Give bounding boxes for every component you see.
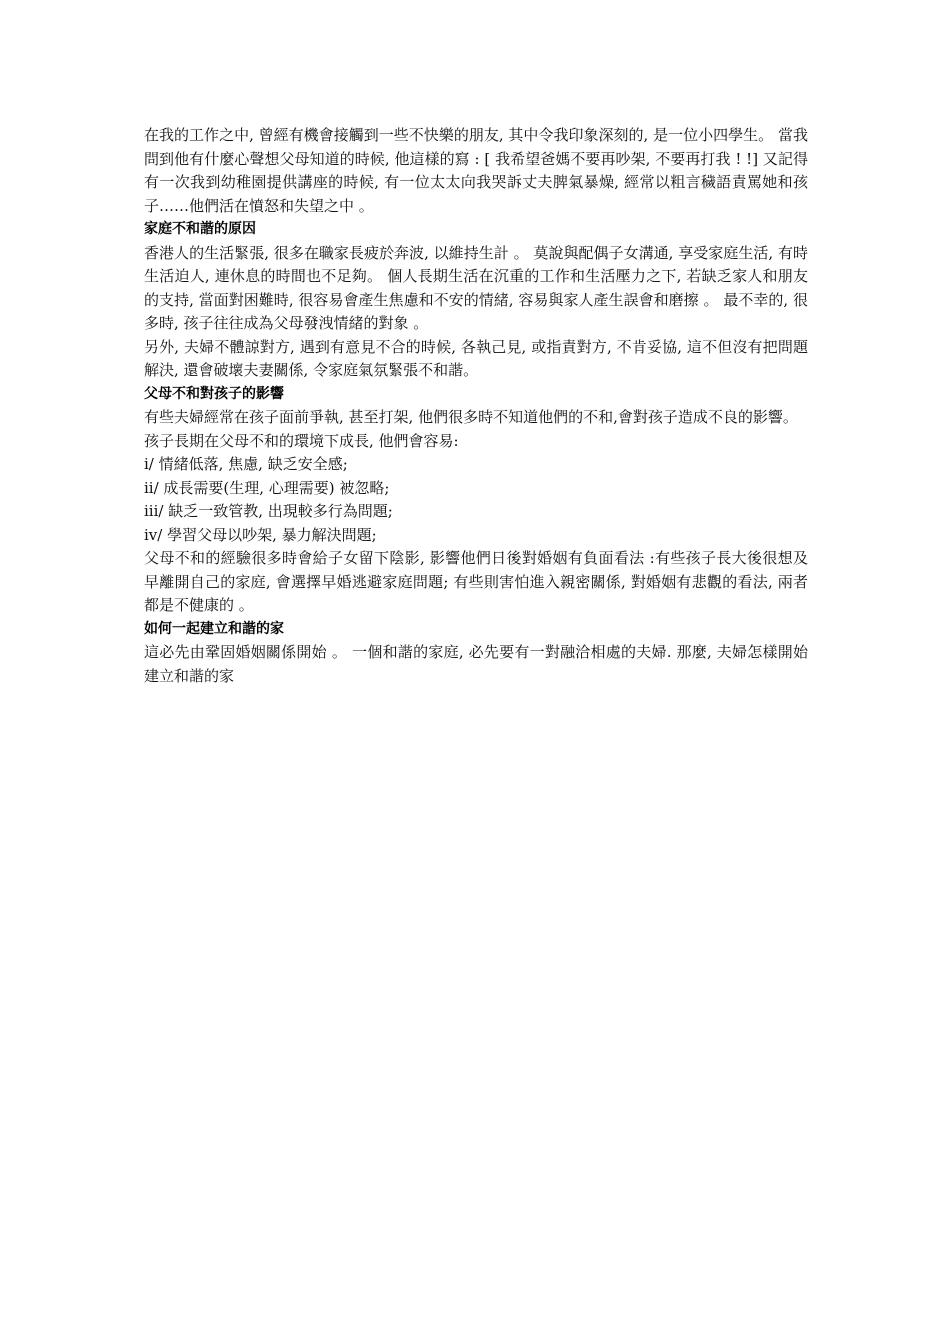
section-heading-harmony: 如何一起建立和諧的家: [144, 620, 284, 637]
intro-paragraph: 在我的工作之中, 曾經有機會接觸到一些不快樂的朋友, 其中令我印象深刻的, 是一位小四學生。 當我問到他有什麼心聲想父母知道的時候, 他這樣的寫 : [ 我希望爸媽不要再吵架, 不要再打我 ! !] 又記得有一次我到幼稚園提供講座的時候, 有一位太太向我哭訴丈夫脾氣暴燥, 經常以粗言穢語責罵她和孩子……他們活在憤怒和失望之中 。: [144, 126, 808, 215]
effects-list-item: iii/ 缺乏一致管教, 出現較多行為問題;: [144, 502, 393, 520]
effects-list-item: iv/ 學習父母以吵架, 暴力解決問題;: [144, 525, 377, 544]
effects-list-item: ii/ 成長需要(生理, 心理需要) 被忽略;: [144, 478, 390, 497]
section-heading-effects: 父母不和對孩子的影響: [144, 385, 284, 402]
causes-paragraph-2: 另外, 夫婦不體諒對方, 遇到有意見不合的時候, 各執己見, 或指責對方, 不肯妥協, 這不但沒有把問題解決, 還會破壞夫妻關係, 令家庭氣氛緊張不和諧。: [144, 337, 808, 379]
effects-list-item: i/ 情緒低落, 焦慮, 缺乏安全感;: [144, 455, 348, 473]
effects-paragraph-1: 有些夫婦經常在孩子面前爭執, 甚至打架, 他們很多時不知道他們的不和,會對孩子造成不良的影響。: [144, 408, 798, 426]
causes-paragraph-1: 香港人的生活緊張, 很多在職家長疲於奔波, 以維持生計 。 莫說與配偶子女溝通, 享受家庭生活, 有時生活迫人, 連休息的時間也不足夠。 個人長期生活在沉重的工作和生活壓力之下, 若缺乏家人和朋友的支持, 當面對困難時, 很容易會產生焦慮和不安的情緒, 容易與家人產生誤會和磨擦 。 最不幸的, 很多時, 孩子往往成為父母發洩情緒的對象 。: [144, 243, 808, 332]
section-heading-causes: 家庭不和諧的原因: [144, 221, 256, 237]
effects-paragraph-2: 孩子長期在父母不和的環境下成長, 他們會容易:: [144, 431, 459, 450]
harmony-paragraph-1: 這必先由鞏固婚姻關係開始 。 一個和諧的家庭, 必先要有一對融洽相處的夫婦. 那麼, 夫婦怎樣開始建立和諧的家: [144, 643, 808, 685]
document-body: [144, 124, 808, 688]
effects-paragraph-3: 父母不和的經驗很多時會給子女留下陰影, 影響他們日後對婚姻有負面看法 :有些孩子長大後很想及早離開自己的家庭, 會選擇早婚逃避家庭問題; 有些則害怕進入親密關係, 對婚姻有悲觀的看法, 兩者都是不健康的 。: [144, 549, 808, 614]
